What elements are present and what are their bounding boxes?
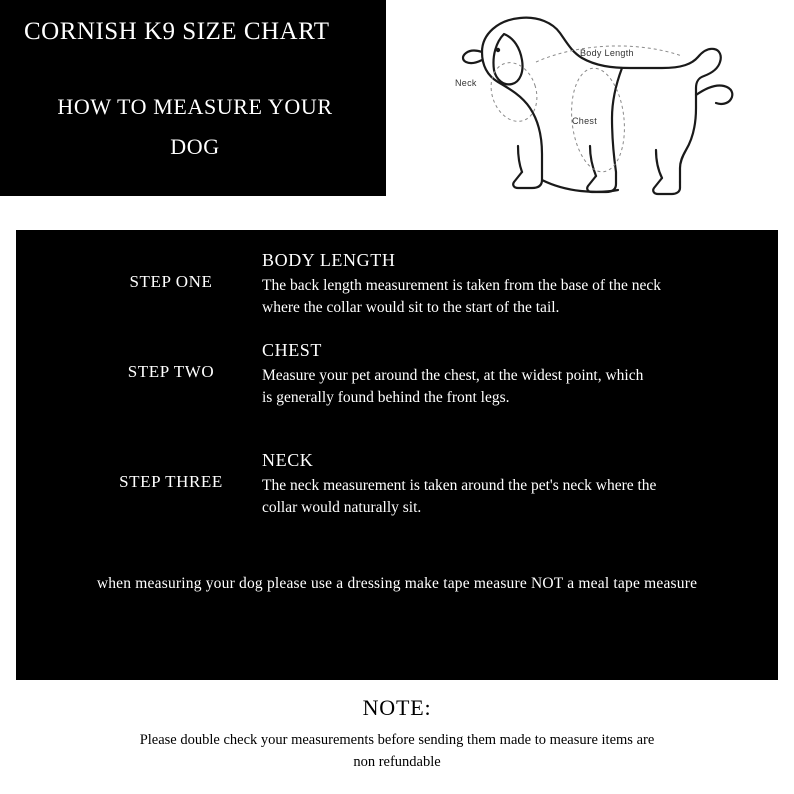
header-block [0, 0, 386, 196]
header-subtitle [20, 87, 370, 168]
footer-text-line-1: Please double check your measurements before sending them made to measure items are [139, 732, 655, 748]
header-subtitle-line-1: HOW TO MEASURE YOUR [57, 93, 333, 119]
step-one-label: STEP ONE [129, 272, 213, 291]
footer-text-line-2: non refundable [353, 754, 441, 771]
step-two-heading: CHEST [262, 340, 323, 360]
step-one-text-line-2: where the collar would sit to the start of the tail. [262, 299, 560, 317]
step-one-body [262, 250, 762, 320]
step-three-text-line-1: The neck measurement is taken around the pet's neck where the [262, 477, 657, 494]
step-three-label: STEP THREE [119, 472, 223, 491]
step-two-body [262, 340, 762, 410]
label-body-length: Body Length [580, 48, 634, 58]
step-one-text-line-1: The back length measurement is taken from the base of the neck [262, 277, 661, 294]
dog-illustration [386, 0, 794, 210]
step-three-text-line-2: collar would naturally sit. [262, 499, 422, 517]
label-chest: Chest [572, 116, 598, 126]
tape-measure-note: when measuring your dog please use a dressing make tape measure NOT a meal tape measure [96, 575, 698, 592]
step-three-body [262, 450, 762, 520]
steps-panel [16, 230, 778, 680]
step-one-heading: BODY LENGTH [262, 250, 396, 270]
header-subtitle-line-2: DOG [170, 134, 220, 160]
step-two-text-line-2: is generally found behind the front legs. [262, 389, 510, 407]
footer-title: NOTE: [362, 695, 432, 720]
footer-note [0, 695, 794, 774]
dachshund-outline-icon [386, 0, 794, 210]
label-neck: Neck [455, 78, 477, 88]
page-title: CORNISH K9 SIZE CHART [24, 18, 330, 45]
step-two-text-line-1: Measure your pet around the chest, at the widest point, which [262, 367, 644, 384]
step-two-label: STEP TWO [127, 362, 215, 381]
step-three-heading: NECK [262, 450, 314, 470]
